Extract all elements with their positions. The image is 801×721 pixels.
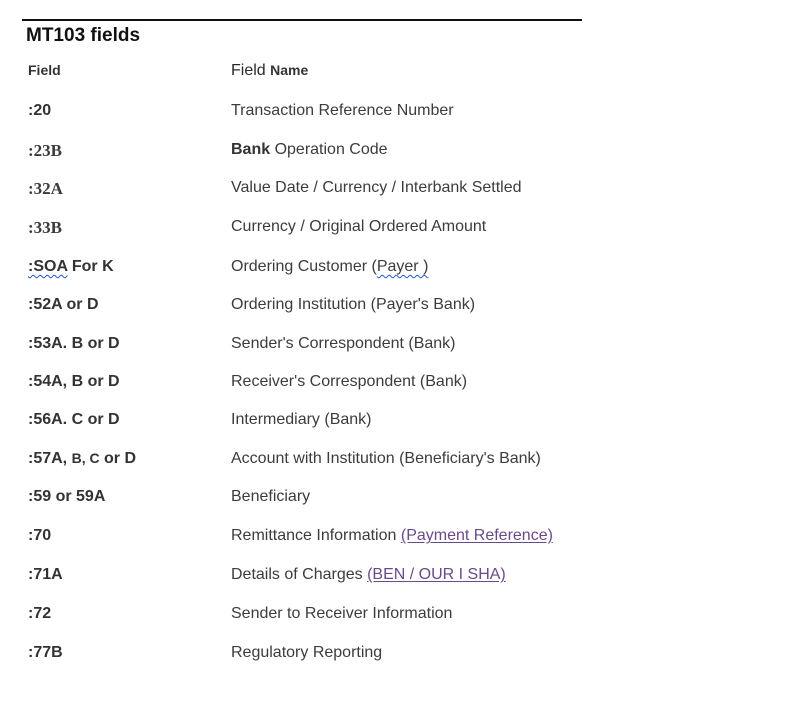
field-tag: :54A, B or D [28,373,120,390]
field-name: Value Date / Currency / Interbank Settled [231,179,522,196]
field-name [231,141,388,159]
column-header-field-name-suffix: Name [270,62,309,78]
field-tag [28,258,114,276]
table-row [0,218,801,242]
column-header-field-name [231,62,308,80]
field-tag: :23B [28,141,62,160]
field-name-rest: Operation Code [274,141,388,158]
table-row [0,644,801,668]
table-row [0,179,801,203]
table-row [0,373,801,397]
field-tag-rest: For K [71,258,114,275]
table-row [0,605,801,629]
field-name-rest: Remittance Information [231,527,397,544]
field-tag: :52A or D [28,296,99,313]
field-name-bold: Bank [231,141,271,158]
field-tag: :33B [28,218,62,237]
field-tag-rest: or D [104,450,137,467]
field-name-link: (Payment Reference) [400,527,553,544]
table-row [0,566,801,590]
field-name-link: Payer ) [376,258,429,275]
field-name: Regulatory Reporting [231,644,383,661]
field-name: Beneficiary [231,488,311,505]
document-title: MT103 fields [26,25,141,46]
field-name: Account with Institution (Beneficiary's Bank) [231,450,541,467]
field-tag [28,450,136,468]
field-tag: :59 or 59A [28,488,106,505]
field-tag: :32A [28,179,63,198]
field-tag-main: :SOA [28,258,68,275]
field-name-rest: Ordering Customer ( [231,258,377,275]
field-tag: :53A. B or D [28,335,120,352]
field-name: Sender to Receiver Information [231,605,453,622]
field-name: Transaction Reference Number [231,102,454,119]
table-row [0,411,801,435]
field-tag: :70 [28,527,52,544]
field-tag: :56A. C or D [28,411,120,428]
table-row [0,141,801,165]
field-name-rest: Details of Charges [231,566,363,583]
field-name [231,527,553,545]
field-tag: :20 [28,102,52,119]
field-tag: :71A [28,566,63,583]
column-header-field-name-prefix: Field [231,62,266,79]
field-name: Currency / Original Ordered Amount [231,218,487,235]
field-name: Receiver's Correspondent (Bank) [231,373,468,390]
field-tag-main: :57A, [28,450,68,467]
table-row [0,527,801,551]
field-tag: :72 [28,605,52,622]
table-row [0,488,801,512]
field-name [231,258,428,276]
table-row [0,296,801,320]
field-tag-small: B, C [71,450,100,466]
field-name: Intermediary (Bank) [231,411,372,428]
table-row [0,258,801,282]
top-rule [22,19,582,21]
field-name: Sender's Correspondent (Bank) [231,335,456,352]
table-row [0,335,801,359]
field-name: Ordering Institution (Payer's Bank) [231,296,476,313]
table-row [0,450,801,474]
table-row [0,102,801,126]
field-name [231,566,506,584]
field-tag: :77B [28,644,63,661]
field-name-link: (BEN / OUR I SHA) [367,566,506,583]
column-header-field: Field [28,62,61,78]
